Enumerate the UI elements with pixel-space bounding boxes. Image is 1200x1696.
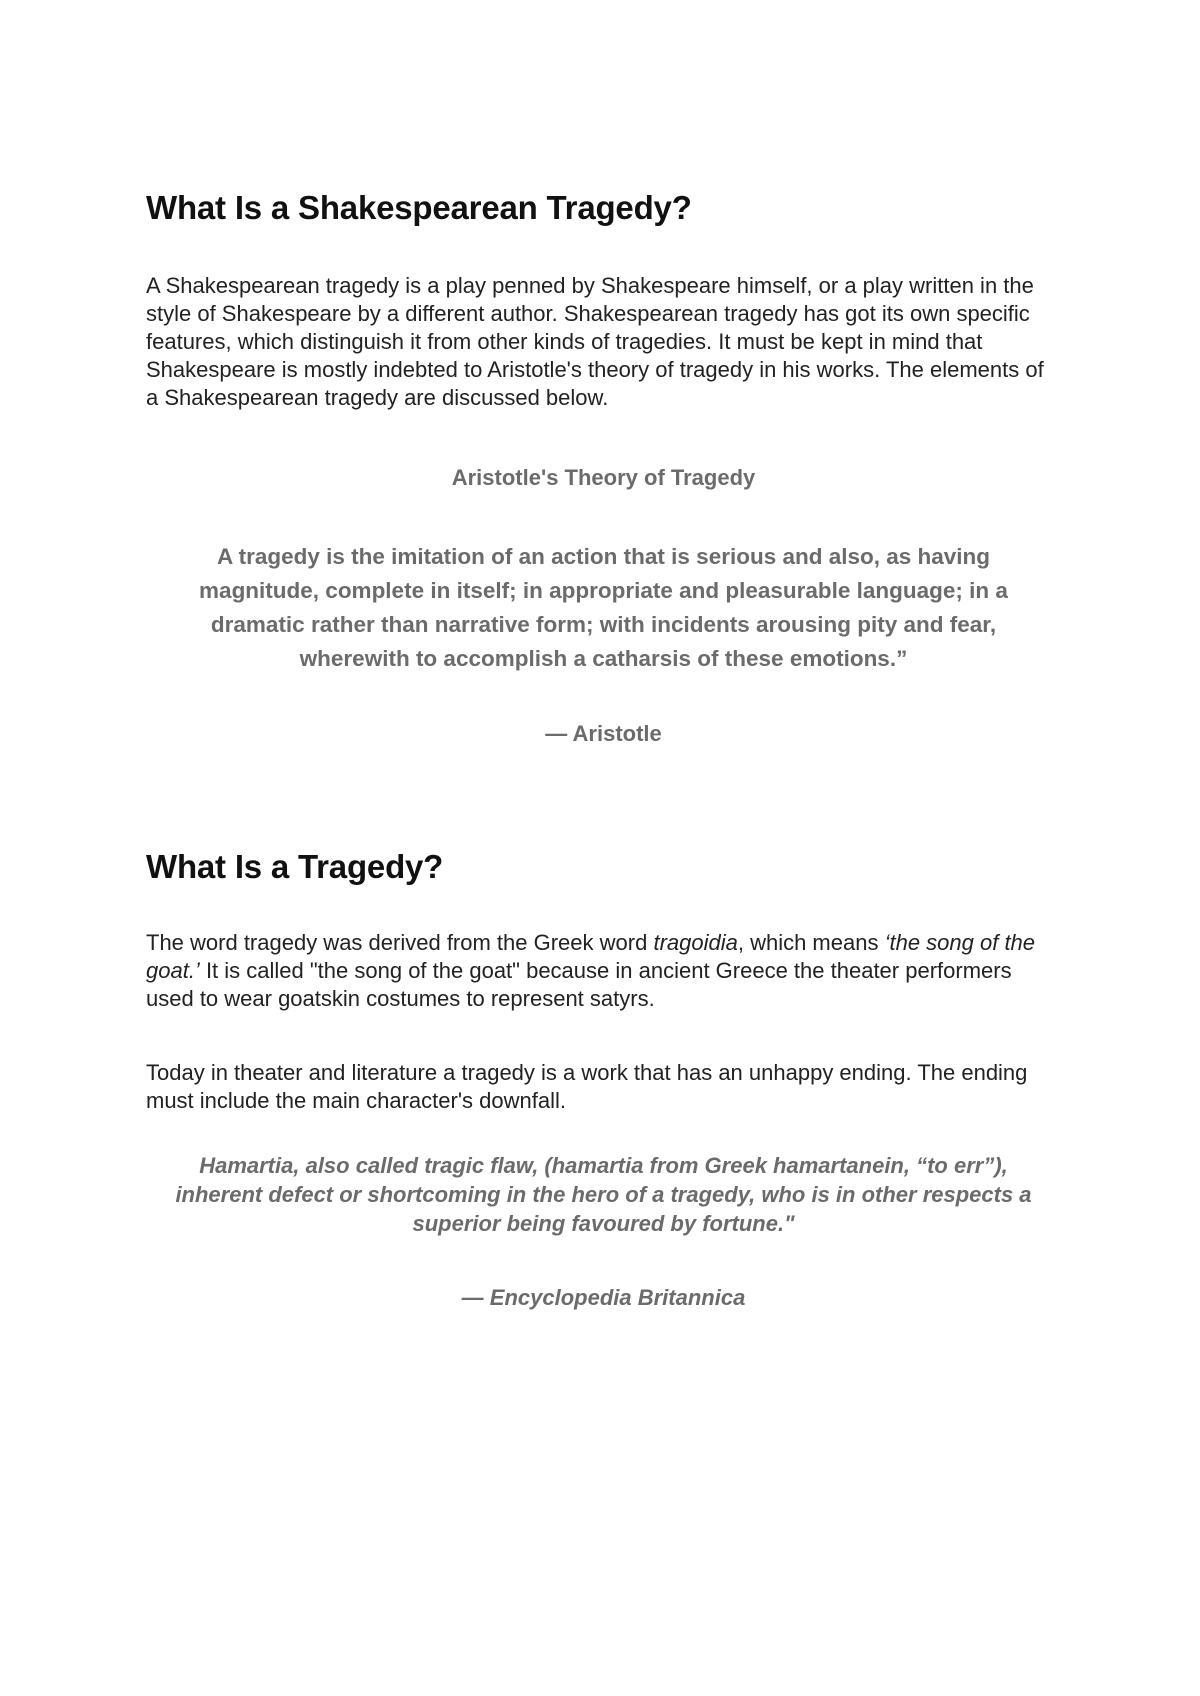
heading-shakespearean-tragedy: What Is a Shakespearean Tragedy? — [146, 189, 692, 226]
text-span: , which means — [737, 930, 885, 955]
intro-paragraph: A Shakespearean tragedy is a play penned by Shakespeare himself, or a play written in the style of Shakespeare by a different author. Shakespearean tragedy has got its own specific features, which distinguish it from other kinds of tragedies. It must be kept in mind that Shakespeare is mostly indebted to Aristotle's theory of tragedy in his works. The elements of a Shakespearean tragedy are discussed below. — [146, 273, 1044, 410]
text-span: It is called "the song of the goat" because in ancient Greece the theater performers used to wear goatskin costumes to represent satyrs. — [146, 958, 1012, 1011]
modern-tragedy-paragraph: Today in theater and literature a tragedy is a work that has an unhappy ending. The ending must include the main character's downfall. — [146, 1060, 1028, 1113]
attribution-aristotle: — Aristotle — [545, 721, 662, 746]
attribution-britannica: — Encyclopedia Britannica — [461, 1285, 746, 1310]
quote-heading-aristotle: Aristotle's Theory of Tragedy — [451, 465, 756, 490]
aristotle-quote: A tragedy is the imitation of an action that is serious and also, as having magnitude, complete in itself; in appropriate and pleasurable language; in a dramatic rather than narrative form; with incidents arousing pity and fear, wherewith to accomplish a catharsis of these emotions.” — [199, 544, 1008, 671]
heading-what-is-tragedy: What Is a Tragedy? — [146, 848, 444, 885]
tragedy-definition-paragraph — [146, 929, 1061, 1013]
hamartia-quote: Hamartia, also called tragic flaw, (hamartia from Greek hamartanein, “to err”), inherent defect or shortcoming in the hero of a tragedy, who is in other respects a superior being favoured by fortune." — [175, 1153, 1032, 1236]
greek-term: tragoidia — [653, 930, 738, 955]
document-content — [146, 188, 1061, 1312]
text-span: The word tragedy was derived from the Greek word — [146, 930, 654, 955]
term-meaning: ‘the song of the goat.’ — [146, 930, 1036, 983]
